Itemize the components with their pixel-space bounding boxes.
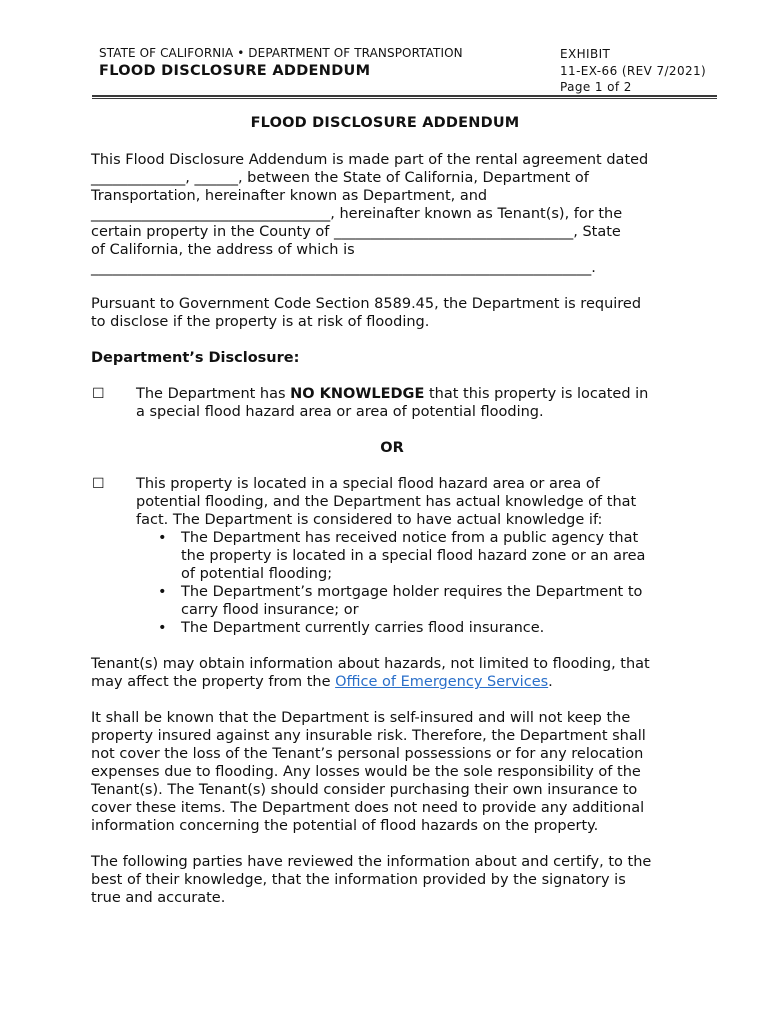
actual-knowledge-checkbox[interactable]: ☐ <box>92 476 105 492</box>
certify-line: The following parties have reviewed the information about and certify, to the <box>91 854 652 870</box>
intro-line: Transportation, hereinafter known as Department, and <box>91 188 488 204</box>
self-insured-line: expenses due to flooding. Any losses would be the sole responsibility of the <box>91 764 641 780</box>
option-line: potential flooding, and the Department has actual knowledge of that <box>136 494 637 510</box>
self-insured-line: It shall be known that the Department is self-insured and will not keep the <box>91 710 631 726</box>
self-insured-paragraph <box>91 709 691 835</box>
oes-link[interactable]: Office of Emergency Services <box>335 674 549 690</box>
list-item <box>136 529 691 583</box>
bullet-icon: • <box>158 530 167 546</box>
list-item-line: the property is located in a special flood hazard zone or an area <box>181 548 646 564</box>
list-item-line: The Department’s mortgage holder requires the Department to <box>181 584 643 600</box>
option-no-knowledge <box>91 385 691 421</box>
certify-paragraph <box>91 853 691 907</box>
option-text: that this property is located in <box>424 386 649 402</box>
agency-name: STATE OF CALIFORNIA • DEPARTMENT OF TRANSPORTATION <box>99 46 463 60</box>
list-item <box>136 619 691 637</box>
document-title: FLOOD DISCLOSURE ADDENDUM <box>250 115 520 131</box>
option-line: fact. The Department is considered to have actual knowledge if: <box>136 512 603 528</box>
tenant-info-text: may affect the property from the <box>91 674 336 690</box>
tenant-info-line <box>91 673 691 691</box>
bullet-icon: • <box>158 620 167 636</box>
certify-line: true and accurate. <box>91 890 226 906</box>
intro-line: _____________________________________________________________________. <box>91 260 596 276</box>
pursuant-paragraph <box>91 295 691 331</box>
intro-line: of California, the address of which is <box>91 242 355 258</box>
list-item-line: of potential flooding; <box>181 566 333 582</box>
self-insured-line: property insured against any insurable risk. Therefore, the Department shall <box>91 728 646 744</box>
list-item <box>136 583 691 619</box>
page-number: Page 1 of 2 <box>560 80 632 94</box>
no-knowledge-checkbox[interactable]: ☐ <box>92 386 105 402</box>
self-insured-line: information concerning the potential of flood hazards on the property. <box>91 818 599 834</box>
tenant-info-line: Tenant(s) may obtain information about hazards, not limited to flooding, that <box>91 656 650 672</box>
form-number: 11-EX-66 (REV 7/2021) <box>560 63 707 78</box>
document-body <box>91 151 691 925</box>
option-line <box>136 385 691 403</box>
pursuant-line: to disclose if the property is at risk of flooding. <box>91 314 430 330</box>
certify-line: best of their knowledge, that the information provided by the signatory is <box>91 872 626 888</box>
exhibit-label: EXHIBIT <box>560 47 611 61</box>
self-insured-line: not cover the loss of the Tenant’s personal possessions or for any relocation <box>91 746 644 762</box>
self-insured-line: Tenant(s). The Tenant(s) should consider purchasing their own insurance to <box>91 782 638 798</box>
list-item-line: carry flood insurance; or <box>181 602 359 618</box>
intro-paragraph <box>91 151 691 277</box>
knowledge-criteria-list <box>136 529 691 637</box>
option-line: a special flood hazard area or area of potential flooding. <box>136 404 544 420</box>
option-text: The Department has <box>136 386 291 402</box>
intro-line: certain property in the County of _________________________________, State <box>91 224 621 240</box>
self-insured-line: cover these items. The Department does not need to provide any additional <box>91 800 645 816</box>
header-form-title: FLOOD DISCLOSURE ADDENDUM <box>99 63 371 79</box>
tenant-info-paragraph <box>91 655 691 691</box>
list-item-line: The Department has received notice from a public agency that <box>181 530 639 546</box>
pursuant-line: Pursuant to Government Code Section 8589.45, the Department is required <box>91 296 642 312</box>
disclosure-heading: Department’s Disclosure: <box>91 350 300 366</box>
tenant-info-text: . <box>548 674 553 690</box>
no-knowledge-emphasis: NO KNOWLEDGE <box>290 386 425 402</box>
intro-line: _____________, ______, between the State of California, Department of <box>91 170 589 186</box>
intro-line: This Flood Disclosure Addendum is made part of the rental agreement dated <box>91 152 649 168</box>
exhibit-block <box>560 46 706 96</box>
list-item-line: The Department currently carries flood insurance. <box>181 620 545 636</box>
bullet-icon: • <box>158 584 167 600</box>
or-divider: OR <box>380 440 404 456</box>
intro-line: _________________________________, hereinafter known as Tenant(s), for the <box>91 206 623 222</box>
header-rule-thin <box>92 98 717 99</box>
option-actual-knowledge <box>91 475 691 637</box>
option-line: This property is located in a special flood hazard area or area of <box>136 476 600 492</box>
header-rule <box>92 95 717 97</box>
